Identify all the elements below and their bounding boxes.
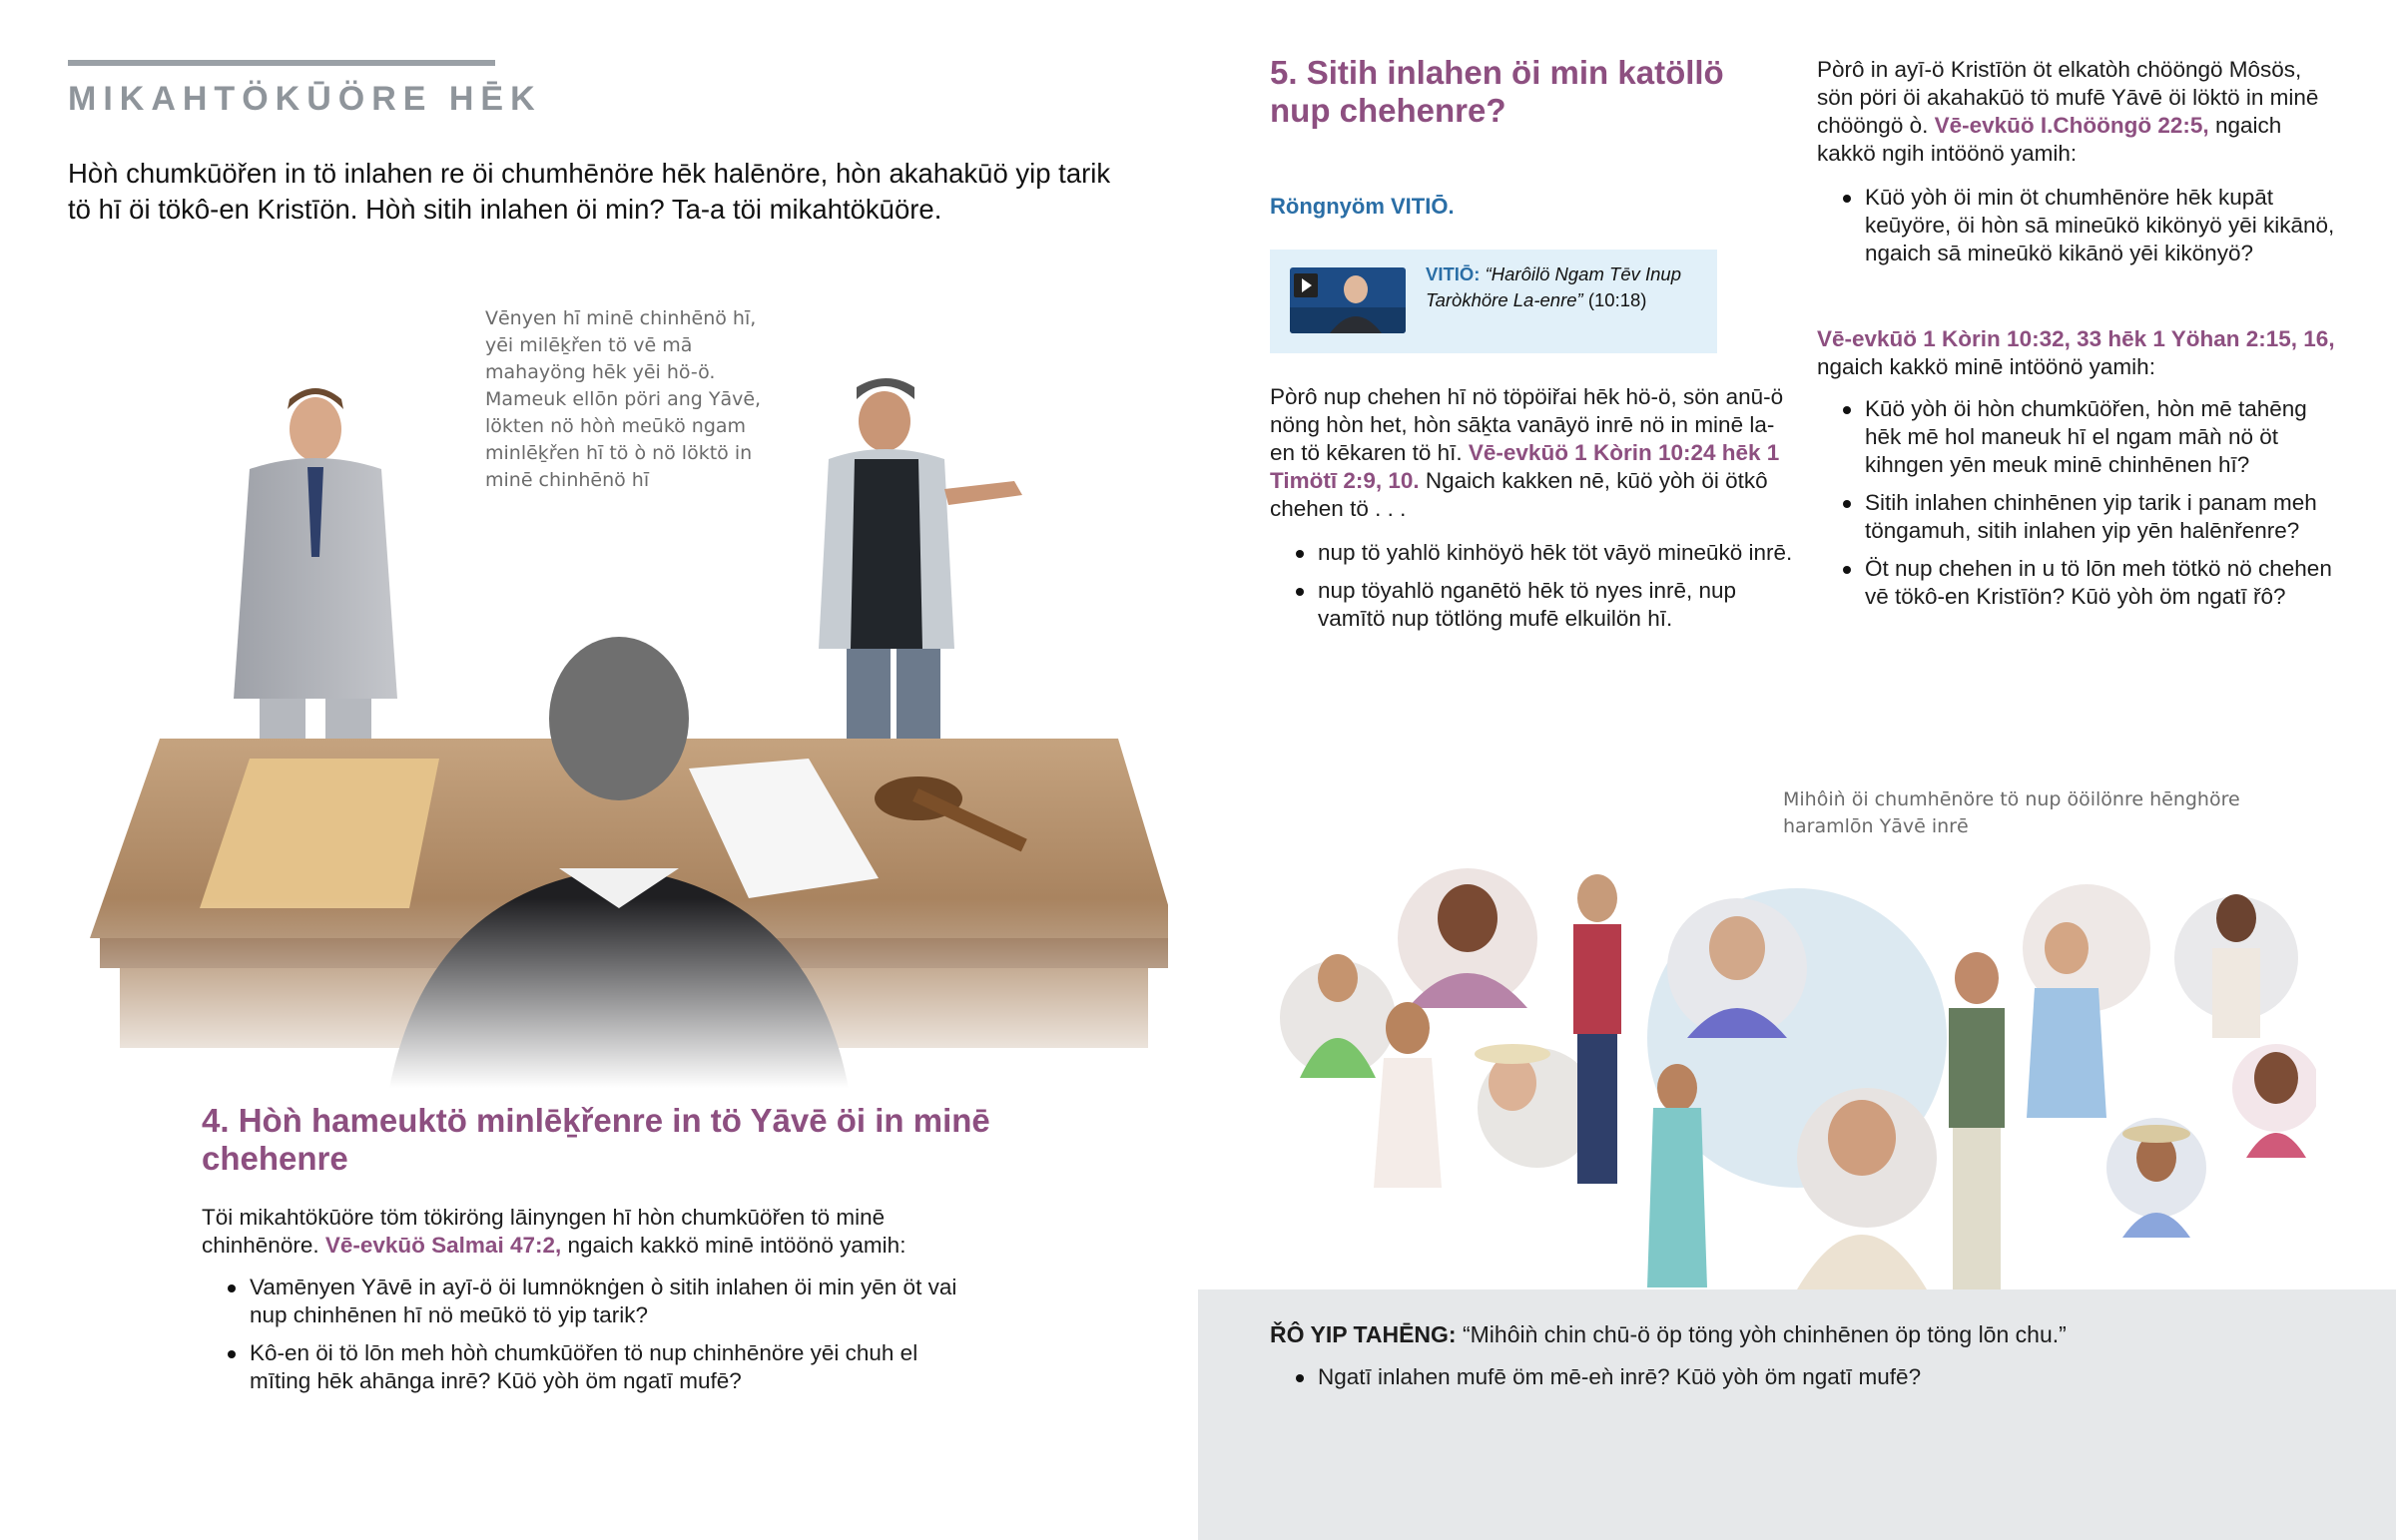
- summary-statement: [1270, 1319, 2348, 1349]
- question-4-paragraph: [202, 1204, 980, 1260]
- people-group-illustration: [1278, 858, 2316, 1289]
- c1-text-after: ngaich kakkö ngih intöönö yamih:: [1817, 113, 2282, 166]
- q4-text-after: ngaich kakkö minē intöönö yamih:: [567, 1233, 906, 1258]
- list-item: Vamēnyen Yāvē in ayī-ö öi lumnöknġen ò sitih inlahen öi min yēn öt vai nup chinhēnen hī nö meūkö tö yip tarik?: [226, 1274, 984, 1329]
- list-item: Kūö yòh öi hòn chumkūöřen, hòn mē tahēng hēk mē hol maneuk hī el ngam māǹ nö öt kihngen yēn meuk minē chinhēnen hī?: [1841, 395, 2340, 479]
- continued-paragraph-2: [1817, 325, 2336, 381]
- play-icon: [1294, 273, 1318, 297]
- person-woman-green: [1949, 952, 2005, 1289]
- list-item: Ngatī inlahen mufē öm mē-eǹ inrē? Kūö yòh öm ngatī mufē?: [1294, 1363, 2332, 1391]
- video-duration: (10:18): [1587, 289, 1647, 310]
- question-5-heading: 5. Sitih inlahen öi min katöllö nup chehenre?: [1270, 54, 1724, 129]
- question-5-bullets: [1294, 539, 1793, 643]
- q4-text-before: Töi mikahtökūöre töm tökiröng lāinyngen hī hòn chumkūöřen tö minē chinhēnöre.: [202, 1205, 886, 1258]
- c1-text-before: Pòrô in ayī-ö Kristīön öt elkatòh chööngö Môsös, sön pöri öi akahakūö tö mufē Yāvē öi löktö in minē chööngö ò.: [1817, 57, 2319, 138]
- list-item: Öt nup chehen in u tö lōn meh tötkö nö chehen vē tökô-en Kristīön? Kūö yòh öm ngatī řô?: [1841, 555, 2340, 611]
- intro-paragraph: Hòǹ chumkūöřen in tö inlahen re öi chumhēnöre hēk halēnöre, hòn akahakūö yip tarik tö hī öi tökô-en Kristīön. Hòǹ sitih inlahen öi min? Ta-a töi mikahtökūöre.: [68, 158, 1111, 225]
- video-details[interactable]: [1426, 261, 1705, 313]
- list-item: Sitih inlahen chinhēnen yip tarik i panam meh töngamuh, sitih inlahen yip yēn halēnřenre?: [1841, 489, 2340, 545]
- section-title: MIKAHTÖKŪÖRE HĒK: [68, 80, 542, 118]
- q5-text-after: Ngaich kakken nē, kūö yòh öi ötkô chehen tö . . .: [1270, 468, 1768, 521]
- illustration-caption: Vēnyen hī minē chinhēnö hī, yēi milēḵřen tö vē mā mahayöng hēk yēi hö-ö. Mameuk ellōn pöri ang Yāvē, lökten nö hòǹ meūkö ngam minlēḵřen hī tö ò nö löktö in minē chinhēnö hī: [485, 307, 762, 491]
- question-4-bullets: [226, 1274, 984, 1405]
- continued-paragraph-1: [1817, 56, 2336, 168]
- c2-scripture-link[interactable]: Vē-evkūö 1 Kòrin 10:32, 33 hēk 1 Yöhan 2:15, 16,: [1817, 326, 2335, 351]
- c2-text-after: ngaich kakkö minē intöönö yamih:: [1817, 354, 2155, 379]
- continued-bullets-1: [1841, 184, 2340, 277]
- list-item: Kô-en öi tö lōn meh hòǹ chumkūöřen tö nup chinhēnöre yēi chuh el mīting hēk ahānga inrē? Kūö yòh öm ngatī mufē?: [226, 1339, 984, 1395]
- section-rule: [68, 60, 495, 66]
- q5-text-before: Pòrô nup chehen hī nö töpöiřai hēk hö-ö, sön anū-ö nöng hòn het, hòn sāḵta vanāyö inrē nö in minē la-en tö kēkaren tö hī.: [1270, 384, 1784, 465]
- list-item: Kūö yòh öi min öt chumhēnöre hēk kupāt keūyöre, öi hòn sā mineūkö kikönyö yēi kikānö, ngaich sā mineūkö kikānö yēi kikönyö?: [1841, 184, 2340, 267]
- question-5-paragraph: [1270, 383, 1789, 523]
- summary-text: “Mihôiǹ chin chū-ö öp töng yòh chinhēnen öp töng lōn chu.”: [1462, 1321, 2067, 1347]
- person-tall-man: [2212, 894, 2260, 1038]
- video-thumbnail[interactable]: [1290, 267, 1406, 333]
- continued-bullets-2: [1841, 395, 2340, 621]
- video-instruction: Röngnyöm VITIŌ.: [1270, 194, 1455, 219]
- people-caption: Mihôiǹ öi chumhēnöre tö nup ööilönre hēnghöre haramlōn Yāvē inrē: [1783, 788, 2240, 837]
- video-title: “Harôilö Ngam Tēv Inup Taròkhöre La-enre”: [1426, 263, 1682, 310]
- list-item: nup tö yahlö kinhöyö hēk töt vāyö mineūkö inrē.: [1294, 539, 1793, 567]
- q5-scripture-link[interactable]: Vē-evkūö 1 Kòrin 10:24 hēk 1 Timötī 2:9, 10.: [1270, 440, 1780, 493]
- summary-bullets: [1294, 1363, 2332, 1401]
- summary-label: ŘÔ YIP TAHĒNG:: [1270, 1321, 1457, 1347]
- c1-scripture-link[interactable]: Vē-evkūö I.Chööngö 22:5,: [1934, 113, 2209, 138]
- question-4-heading: 4. Hòǹ hameuktö minlēḵřenre in tö Yāvē öi in minē chehenre: [202, 1102, 990, 1177]
- list-item: nup töyahlö nganētö hēk tö nyes inrē, nup vamītö nup tötlöng mufē elkuilön hī.: [1294, 577, 1793, 633]
- person-woman-standing: [1573, 874, 1621, 1184]
- video-label: VITIŌ:: [1426, 263, 1481, 284]
- q4-scripture-link[interactable]: Vē-evkūö Salmai 47:2,: [324, 1233, 562, 1258]
